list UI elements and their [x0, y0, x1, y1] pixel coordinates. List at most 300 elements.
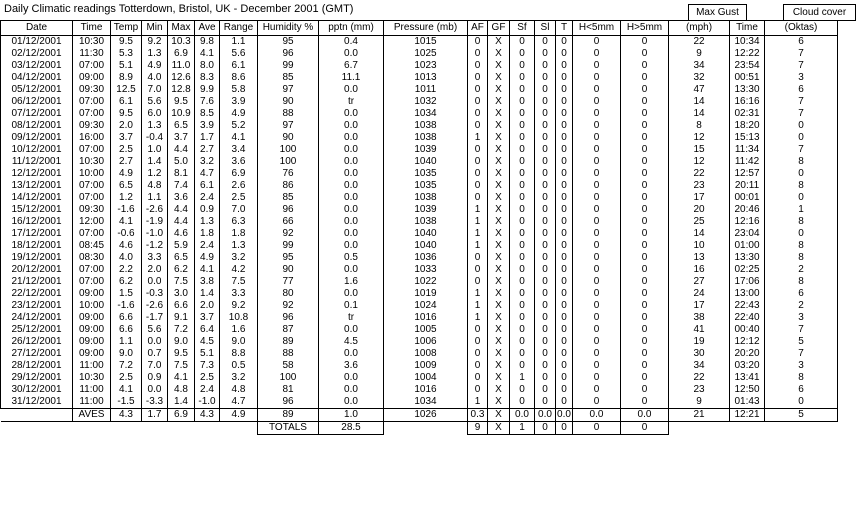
table-cell: 3.7 [111, 132, 142, 144]
table-cell: 4.0 [142, 72, 168, 84]
table-cell: 8 [765, 156, 838, 168]
table-row [1, 276, 838, 288]
table-cell: 14 [669, 96, 730, 108]
table-cell: 12:57 [730, 168, 765, 180]
table-cell: 0 [556, 348, 573, 360]
table-cell: 47 [669, 84, 730, 96]
table-cell: 0 [556, 276, 573, 288]
table-cell: 3.3 [220, 288, 258, 300]
table-cell: 0 [621, 300, 669, 312]
table-cell: 20:20 [730, 348, 765, 360]
table-cell: 12:50 [730, 384, 765, 396]
table-cell: 09:30 [73, 204, 111, 216]
table-cell: 0 [535, 192, 556, 204]
table-cell: 1 [468, 288, 488, 300]
table-cell: 3.6 [220, 156, 258, 168]
aves-cell: 1026 [384, 409, 468, 422]
table-cell: 0 [621, 288, 669, 300]
table-cell: 0.0 [319, 120, 384, 132]
table-cell: 04/12/2001 [1, 72, 73, 84]
table-cell: 0 [510, 168, 535, 180]
table-cell: 2.0 [142, 264, 168, 276]
table-cell: 1035 [384, 180, 468, 192]
table-cell: 0.0 [319, 228, 384, 240]
table-cell: 8 [669, 120, 730, 132]
table-cell: 20:46 [730, 204, 765, 216]
table-cell: 0 [573, 228, 621, 240]
table-cell: 1 [468, 396, 488, 409]
table-row [1, 240, 838, 252]
table-cell: 0 [556, 96, 573, 108]
table-cell: 13:00 [730, 288, 765, 300]
table-cell: 3.2 [195, 156, 220, 168]
table-cell: tr [319, 96, 384, 108]
table-cell: 0 [573, 120, 621, 132]
table-cell: 0 [556, 72, 573, 84]
table-cell: 0 [535, 204, 556, 216]
table-cell: 0.0 [319, 48, 384, 60]
table-cell: 0.0 [319, 372, 384, 384]
table-cell: 0 [535, 384, 556, 396]
table-cell: X [488, 324, 510, 336]
table-cell: 0 [556, 120, 573, 132]
table-cell: 23:04 [730, 228, 765, 240]
table-cell: 0.9 [142, 372, 168, 384]
table-cell: 0 [573, 324, 621, 336]
table-cell: 7.5 [168, 360, 195, 372]
table-cell: 9.5 [111, 36, 142, 49]
table-cell: 1.7 [195, 132, 220, 144]
table-row [1, 108, 838, 120]
table-cell: 25 [669, 216, 730, 228]
table-cell: 2.7 [195, 144, 220, 156]
table-cell: 1038 [384, 192, 468, 204]
table-cell: 9.1 [168, 312, 195, 324]
table-cell: 02:25 [730, 264, 765, 276]
table-cell: X [488, 252, 510, 264]
table-cell: 0 [573, 180, 621, 192]
totals-h-lt5: 0 [573, 422, 621, 435]
table-row [1, 288, 838, 300]
table-cell: 96 [258, 312, 319, 324]
table-cell: 0 [535, 252, 556, 264]
cloud-cover-label: Cloud cover [783, 4, 856, 21]
table-cell: 1 [468, 300, 488, 312]
table-cell: 8.9 [111, 72, 142, 84]
table-cell: 100 [258, 372, 319, 384]
table-cell: -2.6 [142, 204, 168, 216]
table-cell: 0 [621, 84, 669, 96]
table-cell: 0 [556, 168, 573, 180]
table-cell: 1.3 [142, 48, 168, 60]
table-cell: 0 [765, 228, 838, 240]
col-header: (Oktas) [765, 21, 838, 36]
table-cell: 6.3 [220, 216, 258, 228]
table-cell: 1024 [384, 300, 468, 312]
aves-cell: 0.0 [535, 409, 556, 422]
table-cell: 0 [573, 48, 621, 60]
table-cell: 0 [556, 252, 573, 264]
table-cell: X [488, 360, 510, 372]
table-cell: 0 [621, 372, 669, 384]
table-cell: 1 [468, 228, 488, 240]
table-cell: 26/12/2001 [1, 336, 73, 348]
table-cell: 12/12/2001 [1, 168, 73, 180]
table-cell: 0 [468, 120, 488, 132]
table-cell: 0 [510, 300, 535, 312]
table-cell: 6.6 [111, 312, 142, 324]
aves-cell: 0.0 [510, 409, 535, 422]
table-cell: X [488, 288, 510, 300]
table-cell: 0.0 [142, 276, 168, 288]
table-cell: 9.5 [111, 108, 142, 120]
table-cell: 13:30 [730, 252, 765, 264]
table-cell: 0 [621, 120, 669, 132]
table-cell: 2.4 [195, 240, 220, 252]
table-cell: 11:00 [73, 360, 111, 372]
table-cell: 1040 [384, 228, 468, 240]
col-header: (mph) [669, 21, 730, 36]
table-cell: 4.1 [111, 384, 142, 396]
table-cell: 0 [468, 264, 488, 276]
table-cell: 1.1 [142, 192, 168, 204]
table-cell: 0 [573, 252, 621, 264]
table-cell: 81 [258, 384, 319, 396]
table-cell: 0 [621, 264, 669, 276]
table-cell: 0 [556, 324, 573, 336]
table-cell: 10:00 [73, 300, 111, 312]
table-cell: 0 [621, 252, 669, 264]
table-cell: 0 [621, 144, 669, 156]
table-cell: 96 [258, 48, 319, 60]
table-cell: 1016 [384, 312, 468, 324]
table-cell: 90 [258, 132, 319, 144]
table-row [1, 312, 838, 324]
aves-cell: 4.3 [195, 409, 220, 422]
table-cell: -1.6 [111, 204, 142, 216]
table-row [1, 192, 838, 204]
table-cell: 7.6 [195, 96, 220, 108]
table-cell: 10:00 [73, 168, 111, 180]
col-header: Sf [510, 21, 535, 36]
table-cell: 0 [468, 324, 488, 336]
aves-cell: 5 [765, 409, 838, 422]
table-cell: 0 [573, 108, 621, 120]
table-cell: 20/12/2001 [1, 264, 73, 276]
table-cell: 00:01 [730, 192, 765, 204]
table-cell: X [488, 276, 510, 288]
table-cell: 0 [468, 276, 488, 288]
table-cell: 8 [765, 372, 838, 384]
table-cell: 07:00 [73, 228, 111, 240]
table-cell: 1.6 [220, 324, 258, 336]
table-cell: 0 [510, 240, 535, 252]
table-cell: 3.2 [220, 252, 258, 264]
table-cell: 0 [556, 108, 573, 120]
table-cell: 0.0 [319, 108, 384, 120]
table-cell: 1025 [384, 48, 468, 60]
table-cell: 0 [535, 240, 556, 252]
table-cell: 3.6 [319, 360, 384, 372]
table-cell: 0 [468, 372, 488, 384]
table-cell: 0 [468, 336, 488, 348]
table-cell: 09/12/2001 [1, 132, 73, 144]
table-row [1, 324, 838, 336]
table-cell: X [488, 144, 510, 156]
table-cell: 0 [510, 60, 535, 72]
table-cell: 0 [573, 36, 621, 49]
table-cell: 7 [765, 324, 838, 336]
table-cell: 13:41 [730, 372, 765, 384]
table-cell: X [488, 384, 510, 396]
table-cell: -1.0 [142, 228, 168, 240]
table-cell: X [488, 300, 510, 312]
table-cell: 0 [510, 156, 535, 168]
table-cell: 32 [669, 72, 730, 84]
table-cell: 22/12/2001 [1, 288, 73, 300]
table-cell: 0 [468, 180, 488, 192]
table-cell: 95 [258, 252, 319, 264]
table-cell: 11:00 [73, 384, 111, 396]
table-cell: 2 [765, 264, 838, 276]
table-cell: 95 [258, 36, 319, 49]
table-cell: 5.0 [168, 156, 195, 168]
table-cell: 66 [258, 216, 319, 228]
table-cell: X [488, 228, 510, 240]
table-cell: 2.5 [195, 372, 220, 384]
table-cell: 1039 [384, 144, 468, 156]
table-cell: 1009 [384, 360, 468, 372]
table-cell: X [488, 96, 510, 108]
table-row [1, 396, 838, 409]
table-cell: 4.1 [195, 48, 220, 60]
table-cell: 4.6 [111, 240, 142, 252]
table-row [1, 168, 838, 180]
table-row [1, 252, 838, 264]
table-cell: 09:00 [73, 288, 111, 300]
table-cell: 25/12/2001 [1, 324, 73, 336]
table-row [1, 216, 838, 228]
table-cell: 0.0 [319, 216, 384, 228]
table-cell: 0 [468, 168, 488, 180]
table-cell: 7.0 [220, 204, 258, 216]
table-row [1, 72, 838, 84]
table-cell: 7 [765, 108, 838, 120]
totals-af: 9 [468, 422, 488, 435]
table-cell: 23 [669, 180, 730, 192]
totals-spacer [384, 422, 468, 435]
table-cell: 4.8 [168, 384, 195, 396]
table-cell: 1.4 [142, 156, 168, 168]
table-cell: 0 [510, 336, 535, 348]
table-cell: 9.8 [195, 36, 220, 49]
table-cell: 29/12/2001 [1, 372, 73, 384]
table-cell: X [488, 264, 510, 276]
table-cell: 0 [510, 276, 535, 288]
table-cell: 4.9 [195, 252, 220, 264]
table-cell: 4.9 [111, 168, 142, 180]
table-cell: 1038 [384, 120, 468, 132]
table-cell: 0 [535, 300, 556, 312]
table-cell: 03:20 [730, 360, 765, 372]
table-cell: 3 [765, 360, 838, 372]
table-cell: 30 [669, 348, 730, 360]
table-cell: 0.0 [319, 324, 384, 336]
table-cell: 0 [535, 48, 556, 60]
table-cell: 97 [258, 120, 319, 132]
table-cell: 20 [669, 204, 730, 216]
table-cell: 09:30 [73, 84, 111, 96]
table-cell: 0 [621, 336, 669, 348]
table-row [1, 264, 838, 276]
table-cell: 3 [765, 72, 838, 84]
col-header: H>5mm [621, 21, 669, 36]
table-cell: 0.0 [319, 204, 384, 216]
table-cell: 0 [621, 324, 669, 336]
table-cell: X [488, 72, 510, 84]
table-cell: 1038 [384, 132, 468, 144]
col-header: AF [468, 21, 488, 36]
table-cell: X [488, 348, 510, 360]
table-cell: 05/12/2001 [1, 84, 73, 96]
table-cell: 34 [669, 360, 730, 372]
table-cell: 9.0 [111, 348, 142, 360]
table-cell: 0 [535, 348, 556, 360]
table-cell: 0 [573, 204, 621, 216]
table-cell: 0 [535, 360, 556, 372]
table-cell: 0 [510, 108, 535, 120]
table-cell: 24 [669, 288, 730, 300]
table-cell: 38 [669, 312, 730, 324]
table-cell: 8 [765, 276, 838, 288]
table-cell: 0 [535, 72, 556, 84]
table-cell: 2.6 [220, 180, 258, 192]
table-cell: 0 [621, 396, 669, 409]
table-cell: 0 [535, 156, 556, 168]
table-cell: 0.5 [220, 360, 258, 372]
table-cell: 10:30 [73, 156, 111, 168]
table-cell: 3.3 [142, 252, 168, 264]
table-cell: 0.0 [319, 144, 384, 156]
totals-gf: X [488, 422, 510, 435]
table-cell: 1034 [384, 396, 468, 409]
aves-cell: AVES [73, 409, 111, 422]
table-cell: 9.2 [142, 36, 168, 49]
table-cell: 07:00 [73, 60, 111, 72]
table-cell: 07:00 [73, 96, 111, 108]
table-cell: 3.4 [220, 144, 258, 156]
table-cell: 4.7 [220, 396, 258, 409]
table-cell: 3.9 [220, 96, 258, 108]
table-cell: 99 [258, 240, 319, 252]
table-cell: 6.0 [142, 108, 168, 120]
table-cell: 4.4 [168, 216, 195, 228]
table-cell: 0 [573, 276, 621, 288]
table-cell: 4.9 [220, 108, 258, 120]
table-cell: 02:31 [730, 108, 765, 120]
col-header: Date [1, 21, 73, 36]
table-cell: 0 [556, 144, 573, 156]
table-cell: 0 [556, 300, 573, 312]
table-cell: 0 [468, 156, 488, 168]
table-cell: 1 [468, 132, 488, 144]
table-cell: 4.0 [111, 252, 142, 264]
table-cell: 0 [510, 216, 535, 228]
table-cell: 0 [510, 348, 535, 360]
col-header: Humidity % [258, 21, 319, 36]
table-cell: 6.1 [111, 96, 142, 108]
table-cell: 1038 [384, 216, 468, 228]
table-cell: 0 [556, 216, 573, 228]
table-cell: 08/12/2001 [1, 120, 73, 132]
table-cell: 0 [468, 348, 488, 360]
table-cell: 07:00 [73, 144, 111, 156]
table-cell: 17/12/2001 [1, 228, 73, 240]
table-cell: X [488, 240, 510, 252]
table-cell: 5.3 [111, 48, 142, 60]
table-cell: 0 [535, 84, 556, 96]
table-cell: 0 [510, 360, 535, 372]
table-cell: X [488, 180, 510, 192]
table-cell: 0 [556, 240, 573, 252]
col-header: Max [168, 21, 195, 36]
table-cell: 7 [765, 144, 838, 156]
table-row [1, 144, 838, 156]
table-cell: 16/12/2001 [1, 216, 73, 228]
col-header: Range [220, 21, 258, 36]
table-cell: 0.0 [319, 192, 384, 204]
table-cell: 23:54 [730, 60, 765, 72]
table-cell: 2.2 [111, 264, 142, 276]
table-cell: 0 [573, 300, 621, 312]
table-row [1, 372, 838, 384]
table-cell: 6 [765, 36, 838, 49]
table-cell: 100 [258, 156, 319, 168]
aves-cell: 4.3 [111, 409, 142, 422]
table-cell: 03/12/2001 [1, 60, 73, 72]
table-cell: 0 [556, 156, 573, 168]
aves-cell: 6.9 [168, 409, 195, 422]
table-cell: 2.7 [111, 156, 142, 168]
table-cell: 0 [535, 228, 556, 240]
col-header: Time [730, 21, 765, 36]
table-cell: 2.5 [111, 144, 142, 156]
table-cell: 0 [556, 180, 573, 192]
table-row [1, 48, 838, 60]
table-cell: 14 [669, 108, 730, 120]
table-cell: 19 [669, 336, 730, 348]
table-cell: 12:22 [730, 48, 765, 60]
table-cell: -1.0 [195, 396, 220, 409]
table-cell: 0 [621, 60, 669, 72]
table-cell: 0 [468, 48, 488, 60]
table-cell: 1.4 [168, 396, 195, 409]
table-cell: 0 [573, 360, 621, 372]
table-row [1, 360, 838, 372]
table-cell: 22:40 [730, 312, 765, 324]
table-cell: 0 [621, 96, 669, 108]
table-cell: 1040 [384, 240, 468, 252]
table-cell: 7 [765, 48, 838, 60]
table-cell: 10:34 [730, 36, 765, 49]
table-cell: 80 [258, 288, 319, 300]
table-cell: 0 [510, 312, 535, 324]
table-cell: 3.8 [195, 276, 220, 288]
table-cell: -2.6 [142, 300, 168, 312]
table-cell: 0.0 [319, 84, 384, 96]
table-cell: 5.1 [111, 60, 142, 72]
table-cell: 15/12/2001 [1, 204, 73, 216]
